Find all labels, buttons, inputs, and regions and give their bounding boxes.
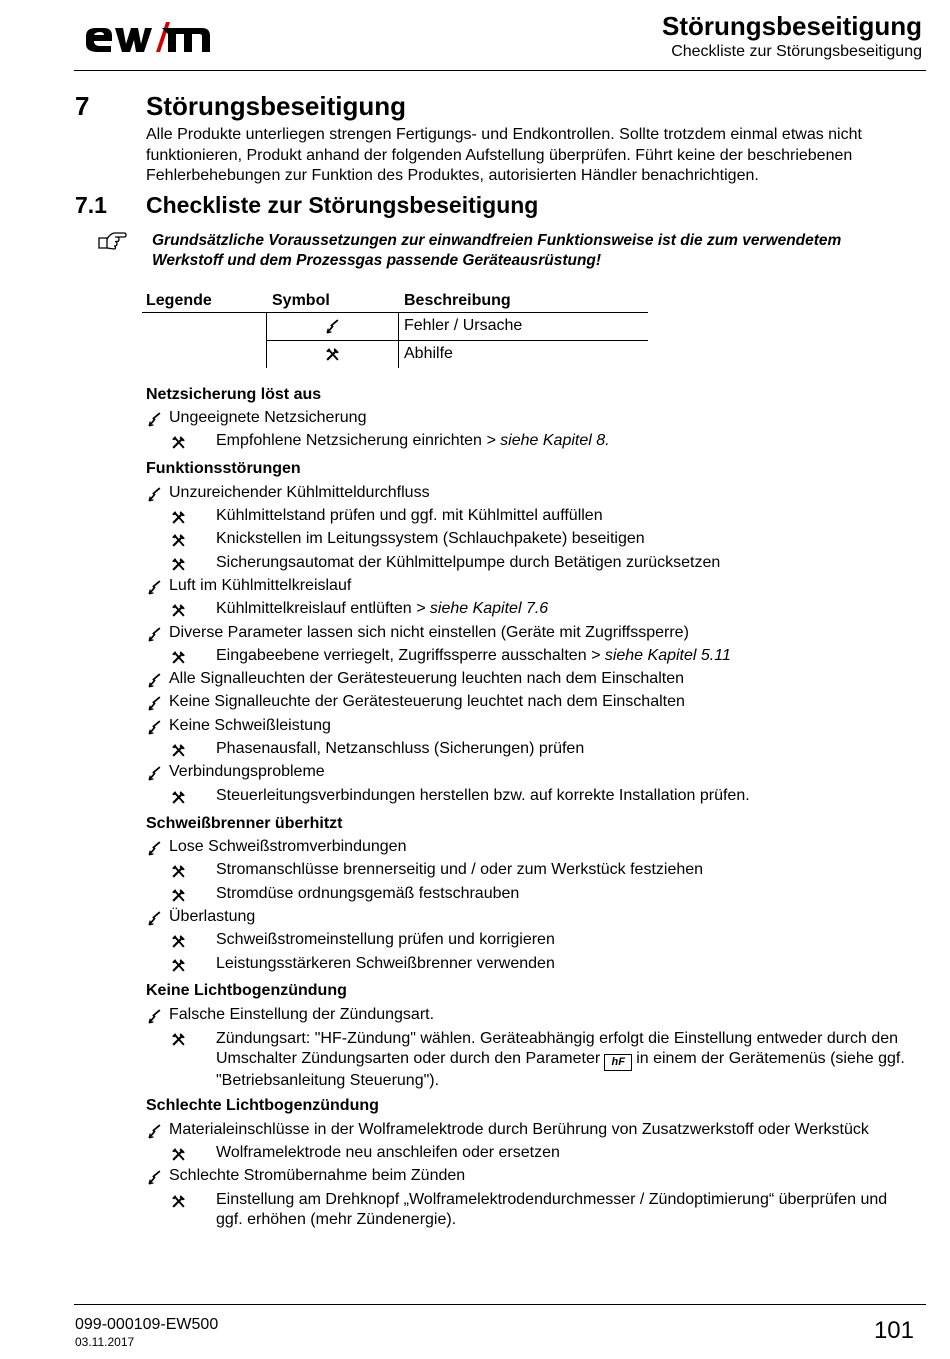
tools-icon [171,435,186,450]
fault-lightning-icon [325,319,340,334]
tools-icon [171,557,186,572]
remedy-item: Stromdüse ordnungsgemäß festschrauben [216,885,520,902]
remedy-text: Zündungsart: "HF-Zündung" wählen. Geräteabhängig erfolgt die Einstellung entweder durch den Umschalter Zündungsarten oder durch den Parameter [216,1030,899,1067]
legend-col-divider [266,313,267,368]
legend-header-legende: Legende [146,292,212,309]
chapter-reference-link[interactable]: > siehe Kapitel 7.6 [411,600,549,617]
fault-lightning-icon [147,696,162,711]
ewm-logo [82,14,212,64]
header-subtitle: Checkliste zur Störungsbeseitigung [671,43,922,60]
fault-item: Lose Schweißstromverbindungen [169,838,407,855]
tools-icon [171,1194,186,1209]
fault-lightning-icon [147,766,162,781]
remedy-item [216,1029,916,1091]
tools-icon [171,888,186,903]
fault-lightning-icon [147,1009,162,1024]
legend-header-symbol: Symbol [272,292,330,309]
section-number: 7.1 [75,192,107,218]
group-title: Schweißbrenner überhitzt [146,815,343,832]
tools-icon [171,510,186,525]
remedy-item: Leistungsstärkeren Schweißbrenner verwenden [216,955,555,972]
chapter-reference-link[interactable]: > siehe Kapitel 8. [481,432,610,449]
tools-icon [171,603,186,618]
group-title: Schlechte Lichtbogenzündung [146,1097,379,1114]
fault-item: Falsche Einstellung der Zündungsart. [169,1006,435,1023]
legend-header-beschreibung: Beschreibung [404,292,511,309]
fault-item: Ungeeignete Netzsicherung [169,409,367,426]
tools-icon [171,533,186,548]
fault-lightning-icon [147,627,162,642]
chapter-number: 7 [75,91,90,121]
document-date: 03.11.2017 [75,1335,135,1349]
tools-icon [171,864,186,879]
remedy-text: Empfohlene Netzsicherung einrichten [216,432,482,449]
hf-parameter-display: hF [604,1054,632,1071]
fault-lightning-icon [147,1124,162,1139]
remedy-item [216,432,610,450]
tools-icon [171,958,186,973]
group-title: Funktionsstörungen [146,460,301,477]
tools-icon [325,347,340,362]
tools-icon [171,934,186,949]
fault-lightning-icon [147,720,162,735]
remedy-item: Stromanschlüsse brennerseitig und / oder zum Werkstück festziehen [216,861,704,878]
fault-item: Alle Signalleuchten der Gerätesteuerung leuchten nach dem Einschalten [169,670,684,687]
document-number: 099-000109-EW500 [75,1316,219,1333]
fault-lightning-icon [147,911,162,926]
fault-lightning-icon [147,1170,162,1185]
safety-note: Grundsätzliche Voraussetzungen zur einwandfreien Funktionsweise ist die zum verwendetem Werkstoff und dem Prozessgas passende Geräteausrüstung! [152,232,842,269]
fault-lightning-icon [147,487,162,502]
remedy-item: Schweißstromeinstellung prüfen und korrigieren [216,931,555,948]
chapter-intro: Alle Produkte unterliegen strengen Fertigungs- und Endkontrollen. Sollte trotzdem einmal etwas nicht funktionieren, Produkt anhand der folgenden Aufstellung überprüfen. Führt keine der beschriebenen Fehlerbehebungen zur Funktion des Produktes, autorisierten Händler benachrichtigen. [146,126,862,184]
fault-lightning-icon [147,412,162,427]
fault-item: Verbindungsprobleme [169,763,325,780]
pointing-hand-icon [97,230,127,252]
remedy-item: Knickstellen im Leitungssystem (Schlauchpakete) beseitigen [216,530,645,547]
header-title: Störungsbeseitigung [662,11,922,41]
tools-icon [171,743,186,758]
tools-icon [171,1147,186,1162]
remedy-item: Einstellung am Drehknopf „Wolframelektrodendurchmesser / Zündoptimierung“ überprüfen und ggf. erhöhen (mehr Zündenergie). [216,1191,888,1228]
legend-header-rule [142,312,648,313]
tools-icon [171,790,186,805]
fault-item: Keine Schweißleistung [169,717,331,734]
tools-icon [171,650,186,665]
remedy-item: Wolframelektrode neu anschleifen oder ersetzen [216,1144,560,1161]
legend-col-divider [398,313,399,368]
fault-lightning-icon [147,580,162,595]
group-title: Netzsicherung löst aus [146,386,322,403]
remedy-text: Kühlmittelkreislauf entlüften [216,600,412,617]
chapter-reference-link[interactable]: > siehe Kapitel 5.11 [586,647,731,664]
tools-icon [171,1032,186,1047]
fault-lightning-icon [147,841,162,856]
fault-lightning-icon [147,673,162,688]
chapter-title: Störungsbeseitigung [146,91,406,121]
fault-item: Luft im Kühlmittelkreislauf [169,577,352,594]
remedy-item: Sicherungsautomat der Kühlmittelpumpe durch Betätigen zurücksetzen [216,554,721,571]
group-title: Keine Lichtbogenzündung [146,982,347,999]
section-title: Checkliste zur Störungsbeseitigung [146,192,539,218]
fault-item: Schlechte Stromübernahme beim Zünden [169,1167,466,1184]
legend-row-rule [266,340,648,341]
footer-divider [74,1304,926,1305]
fault-item: Überlastung [169,908,256,925]
page-number: 101 [873,1317,914,1344]
fault-item: Materialeinschlüsse in der Wolframelektrode durch Berührung von Zusatzwerkstoff oder Werkstück [169,1121,869,1138]
legend-remedy-description: Abhilfe [404,345,453,362]
fault-item: Unzureichender Kühlmitteldurchfluss [169,484,430,501]
remedy-text: Eingabeebene verriegelt, Zugriffssperre ausschalten [216,647,587,664]
remedy-item: Steuerleitungsverbindungen herstellen bzw. auf korrekte Installation prüfen. [216,787,750,804]
fault-item: Keine Signalleuchte der Gerätesteuerung leuchtet nach dem Einschalten [169,693,685,710]
remedy-item: Phasenausfall, Netzanschluss (Sicherungen) prüfen [216,740,585,757]
fault-item: Diverse Parameter lassen sich nicht einstellen (Geräte mit Zugriffssperre) [169,624,689,641]
header-divider [74,70,926,71]
remedy-item: Kühlmittelstand prüfen und ggf. mit Kühlmittel auffüllen [216,507,603,524]
remedy-item [216,647,731,665]
remedy-item [216,600,548,618]
legend-fault-description: Fehler / Ursache [404,317,523,334]
remedy-text: in einem der Gerätemenüs (siehe ggf. "Betriebsanleitung Steuerung"). [216,1050,905,1089]
